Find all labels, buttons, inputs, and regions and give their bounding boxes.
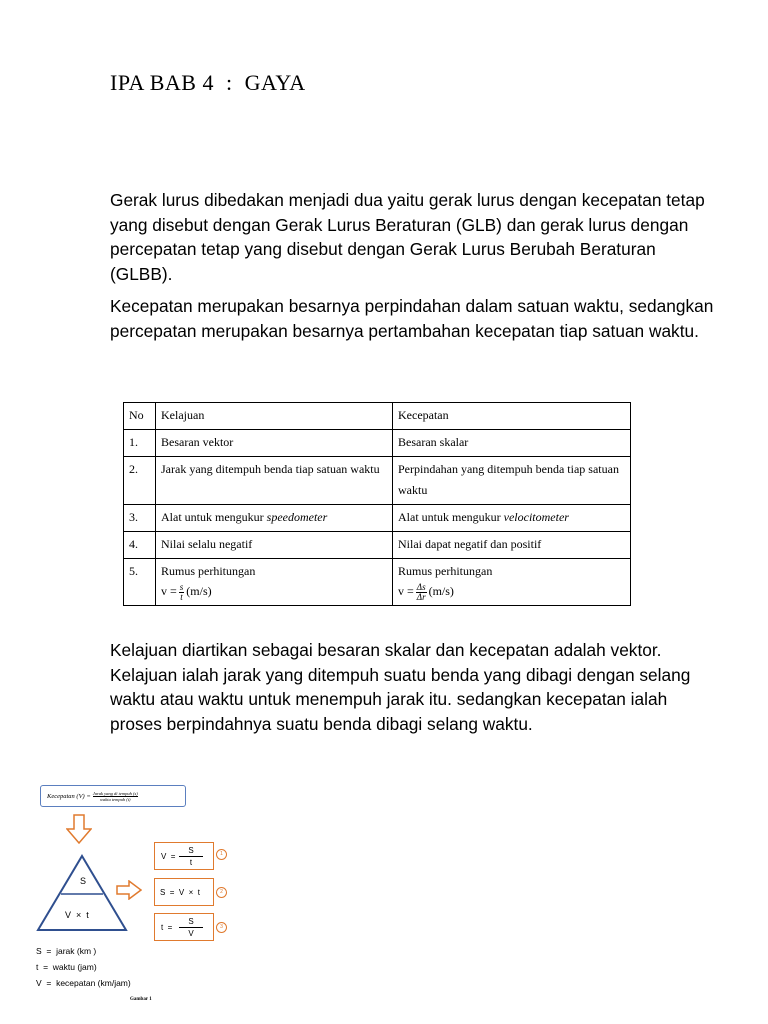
formula-box-time [154, 913, 214, 941]
table-row [124, 505, 631, 532]
triangle-bottom-label: V × t [65, 910, 89, 920]
row-number: 5. [124, 559, 156, 606]
header-kelajuan: Kelajuan [156, 403, 393, 430]
definition-numerator: Jarak yang di tempuh (s) [92, 790, 138, 796]
fraction-numerator: s [179, 581, 184, 592]
header-kecepatan: Kecepatan [393, 403, 631, 430]
formula-box-distance [154, 878, 214, 906]
kecepatan-cell: Besaran skalar [393, 430, 631, 457]
definition-box [40, 785, 186, 807]
paragraph-kelajuan-kecepatan: Kelajuan diartikan sebagai besaran skalar dan kecepatan adalah vektor. Kelajuan ialah jarak yang ditempuh suatu benda yang dibagi dengan selang waktu atau waktu untuk menempuh jarak itu. sedangkan kecepatan ialah proses berpindahnya suatu benda dibagi selang waktu. [110, 640, 691, 734]
kecepatan-formula [398, 582, 625, 602]
formula-lhs: v = [161, 584, 177, 598]
fraction-numerator: Δs [416, 581, 426, 592]
fraction-denominator: t [189, 858, 193, 867]
row-number: 4. [124, 532, 156, 559]
legend-waktu: t = waktu (jam) [36, 962, 97, 972]
formula-fraction [179, 583, 185, 602]
fraction-denominator: Δr [416, 591, 426, 602]
triangle-top-label: S [80, 876, 87, 886]
badge-1: 1 [216, 849, 227, 860]
comparison-table [123, 402, 631, 606]
fraction-denominator: V [188, 929, 194, 938]
kelajuan-cell [156, 559, 393, 606]
kecepatan-cell [393, 559, 631, 606]
formula-unit: (m/s) [428, 584, 454, 598]
formula-lhs: v = [398, 584, 414, 598]
row-number: 2. [124, 457, 156, 505]
definition-denominator: waktu tempuh (t) [99, 796, 131, 802]
velocity-triangle-figure [30, 782, 240, 1012]
definition-fraction [93, 791, 138, 802]
formula-box-velocity [154, 842, 214, 870]
figure-caption: Gambar 1 [130, 997, 152, 1002]
arrow-down-icon [66, 814, 92, 844]
kecepatan-text: Rumus perhitungan [398, 564, 493, 578]
kelajuan-text: Rumus perhitungan [161, 564, 256, 578]
table-row [124, 457, 631, 505]
formula-fraction [179, 916, 203, 939]
kelajuan-formula [161, 582, 387, 602]
header-no: No [124, 403, 156, 430]
kecepatan-cell [393, 505, 631, 532]
fraction-numerator: S [179, 916, 203, 928]
table-header-row [124, 403, 631, 430]
legend-jarak: S = jarak (km ) [36, 946, 97, 956]
speedometer-term: speedometer [266, 510, 328, 524]
table-row [124, 430, 631, 457]
row-number: 3. [124, 505, 156, 532]
formula-unit: (m/s) [186, 584, 212, 598]
table-row [124, 559, 631, 606]
definition-lhs: Kecepatan (V) = [47, 792, 91, 800]
formula-lhs: V = [161, 852, 176, 861]
velocitometer-term: velocitometer [503, 510, 569, 524]
formula-lhs: t = [161, 923, 173, 932]
badge-3: 3 [216, 922, 227, 933]
formula-text: S = V × t [160, 888, 201, 897]
page-title: IPA BAB 4 : GAYA [110, 70, 306, 95]
kelajuan-cell: Nilai selalu negatif [156, 532, 393, 559]
paragraph-kecepatan-percepatan: Kecepatan merupakan besarnya perpindahan dalam satuan waktu, sedangkan percepatan merupakan besarnya pertambahan kecepatan tiap satuan waktu. [110, 296, 714, 341]
formula-fraction [416, 583, 427, 602]
formula-fraction [179, 845, 203, 868]
kelajuan-cell: Besaran vektor [156, 430, 393, 457]
table-row [124, 532, 631, 559]
fraction-denominator: t [180, 591, 183, 602]
paragraph-glb-glbb: Gerak lurus dibedakan menjadi dua yaitu gerak lurus dengan kecepatan tetap yang disebut dengan Gerak Lurus Beraturan (GLB) dan gerak lurus dengan percepatan tetap yang disebut dengan Gerak Lurus Berubah Beraturan (GLBB). [110, 190, 705, 284]
row-number: 1. [124, 430, 156, 457]
legend-kecepatan: V = kecepatan (km/jam) [36, 978, 131, 988]
arrow-right-icon [116, 880, 142, 900]
kelajuan-cell [156, 505, 393, 532]
fraction-numerator: S [179, 845, 203, 857]
kelajuan-cell: Jarak yang ditempuh benda tiap satuan waktu [156, 457, 393, 505]
kecepatan-text: Alat untuk mengukur [398, 510, 504, 524]
kelajuan-text: Alat untuk mengukur [161, 510, 267, 524]
badge-2: 2 [216, 887, 227, 898]
triangle-icon [36, 854, 128, 932]
kecepatan-cell: Perpindahan yang ditempuh benda tiap satuan waktu [393, 457, 631, 505]
kecepatan-cell: Nilai dapat negatif dan positif [393, 532, 631, 559]
